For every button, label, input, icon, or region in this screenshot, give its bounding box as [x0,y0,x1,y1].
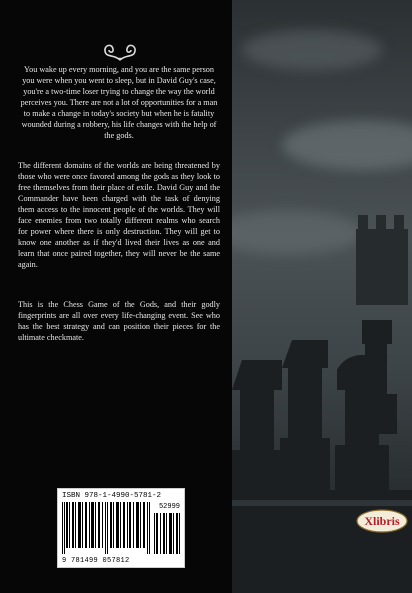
cover-artwork [232,0,412,593]
blurb-paragraph-1: You wake up every morning, and you are the same person you were when you went to sleep, but in David Guy's case, you're a two-time loser trying to change the way the world perceives you. There are not a lot of opportunities for a man to make a change in today's society but when he is fatality wounded during a robbery, his life changes with the help of the gods. [20,65,218,140]
blurb-paragraph-2: The different domains of the worlds are being threatened by those who were once favored among the gods as they look to free themselves from their place of exile. David Guy and the Commander have been charged with the task of denying them access to the innocent people of the worlds. They will face enemies from two totally different realms who search for power where there is only destruction. They will get to know one another as if they'd lived their lives as one and learn that once paired together, they will never be the same again. [18,161,220,269]
chess-pieces-silhouette [232,300,412,593]
isbn-barcode [57,488,185,568]
price-code: 52999 [158,503,180,511]
blurb-paragraph-3: This is the Chess Game of the Gods, and their godly fingerprints are all over every life-changing event. See who has the best strategy and can position their pieces for the ultimate checkmate. [18,300,220,342]
publisher-logo-text: Xlibris [364,514,400,528]
price-barcode-bars [154,513,180,554]
scroll-flourish-icon [100,40,140,62]
ean-digits: 9 781499 057812 [62,557,130,565]
publisher-logo-wrapper [356,509,408,533]
castle-tower-silhouette [350,205,412,305]
main-barcode-bars [62,502,150,554]
isbn-number: ISBN 978-1-4990-5781-2 [62,492,162,500]
